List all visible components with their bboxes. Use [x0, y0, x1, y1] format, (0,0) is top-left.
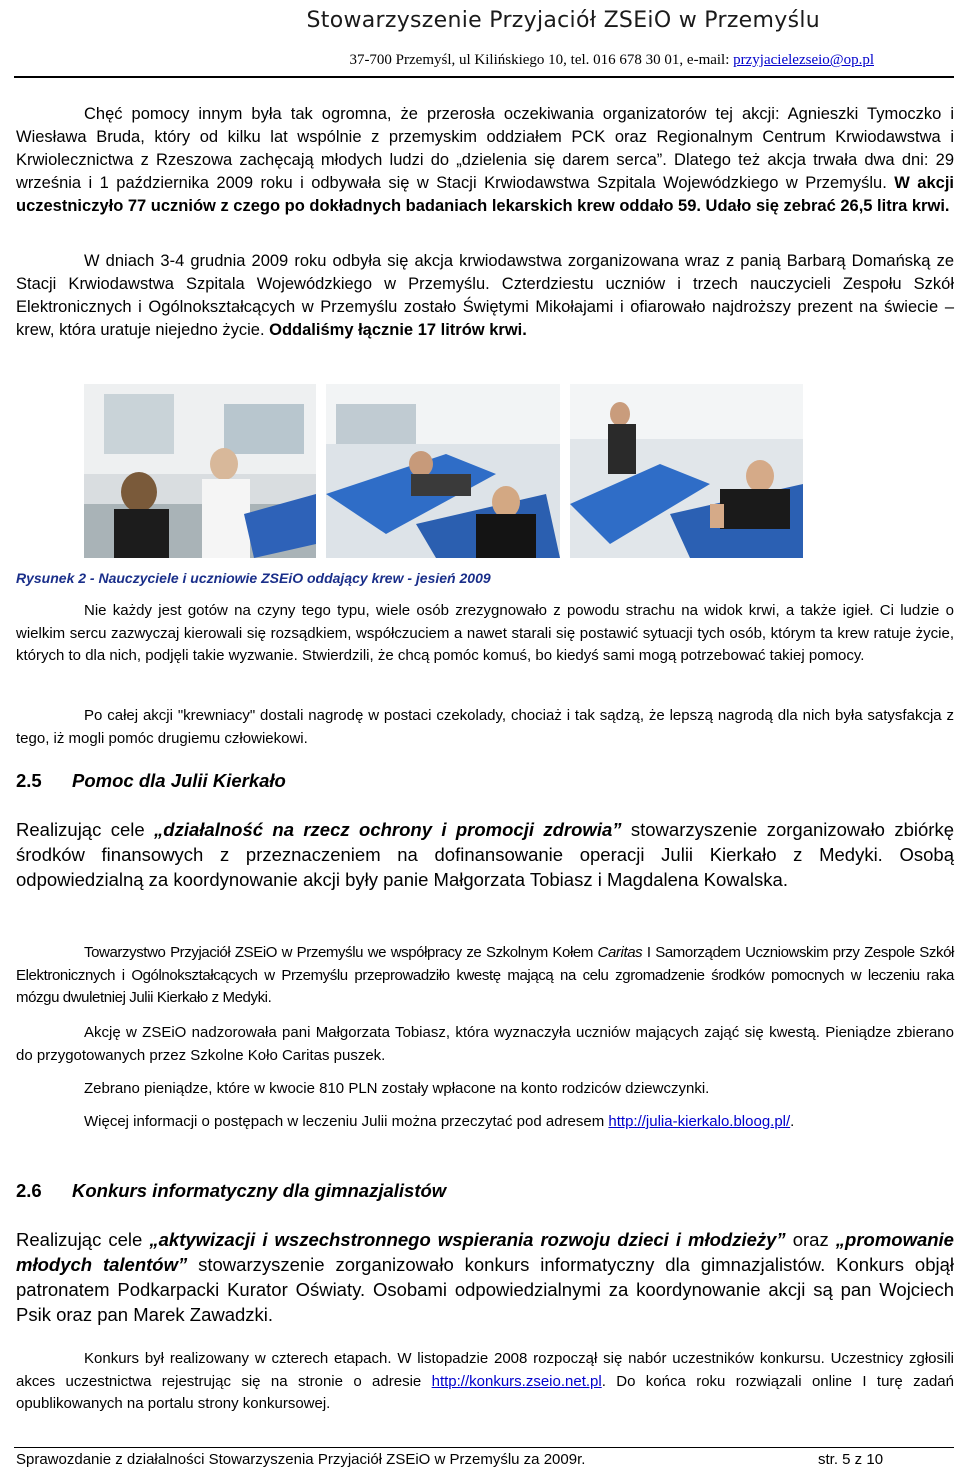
section-heading-2-6: 2.6 Konkurs informatyczny dla gimnazjalistów: [16, 1180, 447, 1201]
header-title: Stowarzyszenie Przyjaciół ZSEiO w Przemyślu: [306, 8, 820, 33]
section-2-5-paragraph-1: Towarzystwo Przyjaciół ZSEiO w Przemyślu we współpracy ze Szkolnym Kołem Caritas I Samorządem Uczniowskim przy Zespole Szkół Elektronicznych i Ogólnokształcących w Przemyślu przeprowadziło kwestę mającą na celu zgromadzenie środków pomocnych w leczeniu raka mózgu dwuletniej Julii Kierkało z Medyki.: [16, 944, 954, 1006]
paragraph-blood-drive-december: W dniach 3-4 grudnia 2009 roku odbyła się akcja krwiodawstwa zorganizowana wraz z panią Barbarą Domańską ze Stacji Krwiodawstwa Szpitala Wojewódzkiego w Przemyślu. Czterdziestu uczniów i trzech nauczycieli Zespołu Szkół Elektronicznych i Ogólnokształcących w Przemyślu zostało Świętymi Mikołajami i ofiarowało najdroższy prezent na świecie – krew, która uratuje niejedno życie. Oddaliśmy łącznie 17 litrów krwi.: [16, 252, 954, 339]
paragraph-courage: Nie każdy jest gotów na czyny tego typu, wiele osób zrezygnowało z powodu strachu na widok krwi, a także igieł. Ci ludzie o wielkim sercu zazwyczaj kierowali się rozsądkiem, współczuciem a nawet starali się postawić sytuacji tych osób, którym ta krew ratuje życie, których to dla nich, podjęli takie wyzwanie. Stwierdzili, że chcą pomóc komuś, bo kiedyś sami mogą potrzebować takiej pomocy.: [16, 602, 954, 664]
footer-report-title: Sprawozdanie z działalności Stowarzyszenia Przyjaciół ZSEiO w Przemyślu za 2009r.: [16, 1451, 586, 1468]
header-email-link[interactable]: przyjacielezseio@op.pl: [733, 52, 874, 68]
section-2-5-paragraph-4: Więcej informacji o postępach w leczeniu Julii można przeczytać pod adresem http://julia-kierkalo.bloog.pl/.: [84, 1113, 795, 1130]
paragraph-blood-drive-autumn: Chęć pomocy innym była tak ogromna, że przerosła oczekiwania organizatorów tej akcji: Agnieszki Tymoczko i Wiesława Bruda, który od kilku lat wspólnie z przemyskim oddziałem PCK oraz Regionalnym Centrum Krwiodawstwa i Krwiolecznictwa z Rzeszowa zachęcają młodych ludzi do „dzielenia się darem serca”. Dlatego też akcja trwała dwa dni: 29 września i 1 października 2009 roku i odbywała się w Stacji Krwiodawstwa Szpitala Wojewódzkiego w Przemyślu. W akcji uczestniczyło 77 uczniów z czego po dokładnych badaniach lekarskich krew oddało 59. Udało się zebrać 26,5 litra krwi.: [16, 105, 954, 215]
footer-divider: [14, 1447, 954, 1448]
photo-teachers-donating: [84, 384, 316, 558]
section-heading-2-5: 2.5 Pomoc dla Julii Kierkało: [16, 770, 286, 791]
contest-site-link[interactable]: http://konkurs.zseio.net.pl: [431, 1372, 602, 1390]
header-divider: [14, 76, 954, 78]
figure-caption: Rysunek 2 - Nauczyciele i uczniowie ZSEiO oddający krew - jesień 2009: [16, 570, 491, 586]
photo-students-donating: [326, 384, 560, 558]
section-2-6-paragraph-1: Konkurs był realizowany w czterech etapach. W listopadzie 2008 rozpoczął się nabór uczestników konkursu. Uczestnicy zgłosili akces uczestnictwa rejestrując się na stronie o adresie http://konkurs.zseio.net.pl. Do końca roku rozwiązali online I turę zadań opublikowanych na portalu strony konkursowej.: [16, 1350, 954, 1412]
footer-page-number: str. 5 z 10: [818, 1451, 884, 1468]
section-2-5-intro: Realizując cele „działalność na rzecz ochrony i promocji zdrowia” stowarzyszenie zorganizowało zbiórkę środków finansowych z przeznaczeniem na dofinansowanie operacji Julii Kierkało z Medyki. Osobą odpowiedzialną za koordynowanie akcji były panie Małgorzata Tobiasz i Magdalena Kowalska.: [16, 819, 954, 890]
julia-blog-link[interactable]: http://julia-kierkalo.bloog.pl/: [608, 1113, 791, 1130]
photo-students-thumbs-up: [570, 384, 803, 558]
section-2-6-intro: Realizując cele „aktywizacji i wszechstronnego wspierania rozwoju dzieci i młodzieży” oraz „promowanie młodych talentów” stowarzyszenie zorganizowało konkurs informatyczny dla gimnazjalistów. Konkurs objął patronatem Podkarpacki Kurator Oświaty. Osobami odpowiedzialnymi za koordynowanie akcji są pan Wojciech Psik oraz pan Marek Zawadzki.: [16, 1229, 954, 1325]
paragraph-reward: Po całej akcji "krewniacy" dostali nagrodę w postaci czekolady, chociaż i tak sądzą, że lepszą nagrodą dla nich była satysfakcja z tego, iż mogli pomóc drugiemu człowiekowi.: [16, 707, 954, 747]
header-address: 37-700 Przemyśl, ul Kilińskiego 10, tel. 016 678 30 01, e-mail: przyjacielezseio@op.pl: [349, 52, 874, 68]
section-2-5-paragraph-2: Akcję w ZSEiO nadzorowała pani Małgorzata Tobiasz, która wyznaczyła uczniów mających zająć się kwestą. Pieniądze zbierano do przygotowanych przez Szkolne Koło Caritas puszek.: [16, 1024, 954, 1064]
section-2-5-paragraph-3: Zebrano pieniądze, które w kwocie 810 PLN zostały wpłacone na konto rodziców dziewczynki.: [84, 1080, 710, 1097]
